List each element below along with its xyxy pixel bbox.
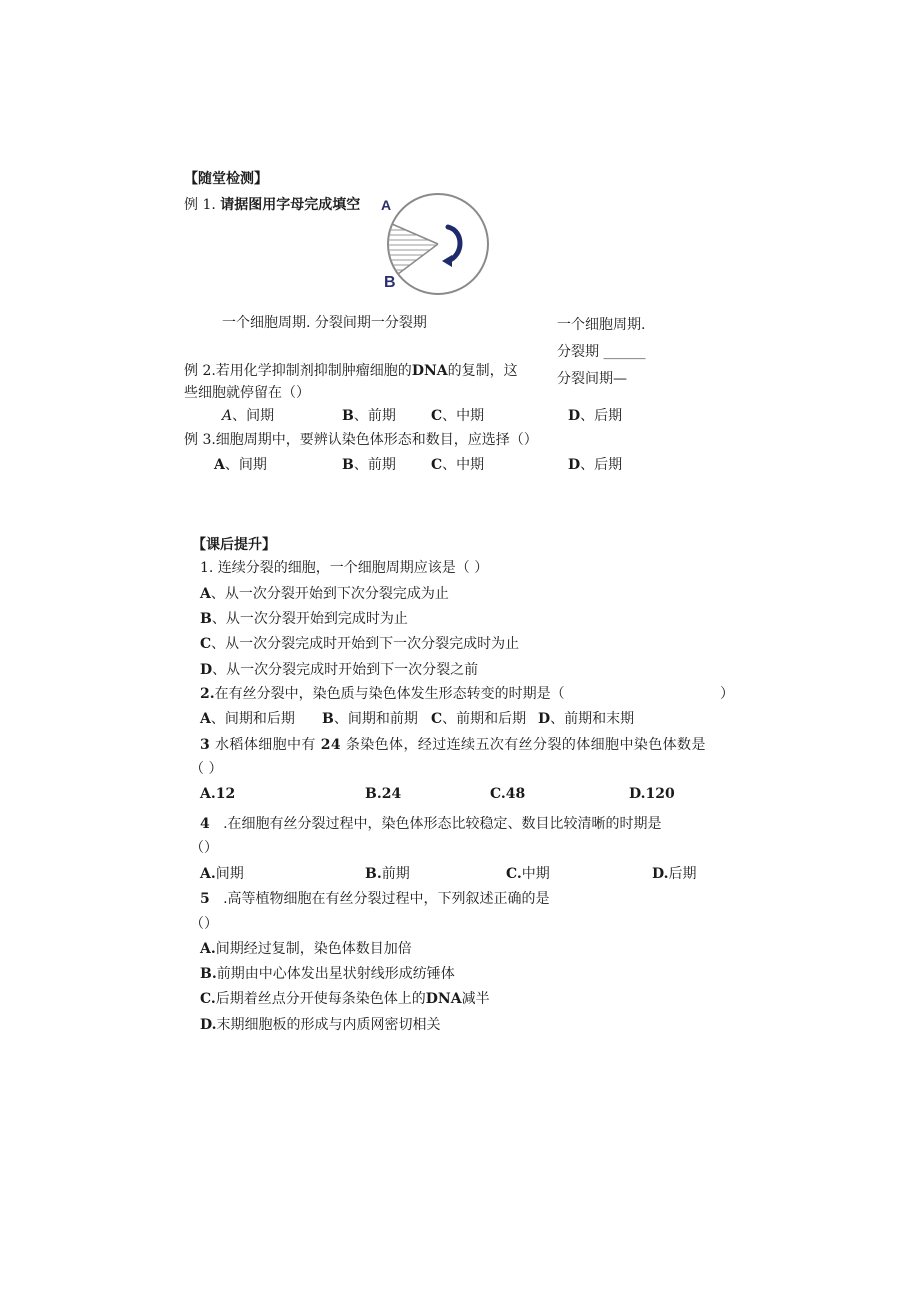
example-3-option-a: A、间期 [214, 457, 267, 473]
question-5-number: 5 [200, 891, 210, 907]
option-letter: D. [652, 866, 669, 882]
question-3-option-a: A.12 [200, 786, 236, 802]
option-letter: B. [365, 866, 382, 882]
question-4-option-a: A.间期 [200, 866, 244, 882]
question-2-option-c: C、前期和后期 [431, 711, 527, 727]
cell-cycle-diagram [378, 193, 490, 297]
example-3-line-1: 例 3.细胞周期中，要辨认染色体形态和数目，应选择（） [184, 432, 538, 448]
question-4-stem: 4 .在细胞有丝分裂过程中，染色体形态比较稳定、数目比较清晰的时期是 [200, 816, 662, 832]
question-5-answer-paren: （） [190, 916, 218, 932]
example-2-option-b: B、前期 [342, 408, 396, 424]
question-5-option-a: A.间期经过复制，染色体数目加倍 [200, 941, 412, 957]
option-letter: D [568, 408, 581, 424]
question-3-number: 3 [200, 737, 211, 753]
option-letter: A [222, 408, 233, 424]
option-letter: D [538, 711, 551, 727]
question-1-option-b: B、从一次分裂开始到完成时为止 [200, 611, 408, 627]
option-letter: B [342, 408, 354, 424]
option-letter: A. [200, 866, 216, 882]
example-3-option-c: C、中期 [431, 457, 485, 473]
example-1-number: 例 1. [184, 197, 216, 213]
question-4-option-d: D.后期 [652, 866, 697, 882]
question-4-number: 4 [200, 816, 210, 832]
question-5-option-b: B.前期由中心体发出星状射线形成纺锤体 [200, 966, 455, 982]
question-2-close-paren: ） [720, 686, 734, 702]
example-2-option-d: D、后期 [568, 408, 623, 424]
option-letter: B. [200, 966, 217, 982]
example-1-right-line-2: 分裂期 ______ [557, 344, 646, 360]
example-1-left-answer-line: 一个细胞周期. 分裂间期一分裂期 [222, 315, 427, 331]
label-b: B [384, 274, 396, 291]
example-2-option-a: A、间期 [222, 408, 275, 424]
option-letter: C [431, 457, 443, 473]
question-2-option-b: B、间期和前期 [322, 711, 418, 727]
option-letter: A [200, 586, 211, 602]
question-5-stem: 5 .高等植物细胞在有丝分裂过程中，下列叙述正确的是 [200, 891, 550, 907]
question-2-number: 2. [200, 686, 215, 702]
option-letter: D [200, 662, 213, 678]
option-letter: B [322, 711, 334, 727]
question-2-option-a: A、间期和后期 [200, 711, 295, 727]
section-header-after-class: 【课后提升】 [192, 537, 276, 553]
question-3-option-c: C.48 [490, 786, 526, 802]
dna-term: DNA [425, 991, 462, 1007]
option-letter: C [431, 711, 443, 727]
option-letter: A. [200, 941, 216, 957]
question-1-option-c: C、从一次分裂完成时开始到下一次分裂完成时为止 [200, 636, 520, 652]
question-3-option-b: B.24 [365, 786, 402, 802]
question-2-option-d: D、前期和末期 [538, 711, 635, 727]
dna-term: DNA [411, 363, 448, 379]
question-3-answer-paren: （ ） [190, 761, 223, 777]
label-a: A [381, 197, 392, 213]
example-2-line-1 [184, 362, 518, 380]
option-letter: C [431, 408, 443, 424]
question-5-option-d: D.末期细胞板的形成与内质网密切相关 [200, 1017, 441, 1033]
option-letter: A [200, 711, 211, 727]
question-5-option-c: C.后期着丝点分开使每条染色体上的DNA减半 [200, 991, 490, 1007]
question-1-option-d: D、从一次分裂完成时开始到下一次分裂之前 [200, 662, 479, 678]
example-1-right-line-1: 一个细胞周期. [557, 317, 646, 333]
example-2-text-a: 例 2.若用化学抑制剂抑制肿瘤细胞的 [184, 363, 412, 379]
question-4-option-b: B.前期 [365, 866, 410, 882]
question-4-answer-paren: （） [190, 840, 218, 856]
question-3-option-d: D.120 [629, 786, 675, 802]
question-2-stem: 2.在有丝分裂中，染色质与染色体发生形态转变的时期是（ [200, 686, 565, 702]
example-3-option-d: D、后期 [568, 457, 623, 473]
section-header-in-class-test: 【随堂检测】 [184, 171, 268, 187]
example-1-text: 请据图用字母完成填空 [220, 197, 361, 213]
question-1-stem: 1. 连续分裂的细胞，一个细胞周期应该是（ ） [200, 560, 489, 576]
question-3-stem: 3 水稻体细胞中有 24 条染色体，经过连续五次有丝分裂的体细胞中染色体数是 [200, 737, 706, 753]
example-1-right-line-3: 分裂间期— [557, 371, 627, 387]
question-1-option-a: A、从一次分裂开始到下次分裂完成为止 [200, 586, 449, 602]
example-2-option-c: C、中期 [431, 408, 485, 424]
option-letter: D. [200, 1017, 217, 1033]
option-letter: C [200, 636, 212, 652]
example-2-line-2: 些细胞就停留在（） [184, 385, 310, 401]
option-letter: B [342, 457, 354, 473]
option-letter: B [200, 611, 212, 627]
option-letter: C. [200, 991, 216, 1007]
question-4-option-c: C.中期 [506, 866, 550, 882]
example-2-text-b: 的复制，这 [447, 363, 518, 379]
option-letter: A [214, 457, 225, 473]
example-1-prompt [184, 196, 360, 214]
chromosome-count: 24 [320, 737, 341, 753]
option-letter: D [568, 457, 581, 473]
example-3-option-b: B、前期 [342, 457, 396, 473]
option-letter: C. [506, 866, 522, 882]
